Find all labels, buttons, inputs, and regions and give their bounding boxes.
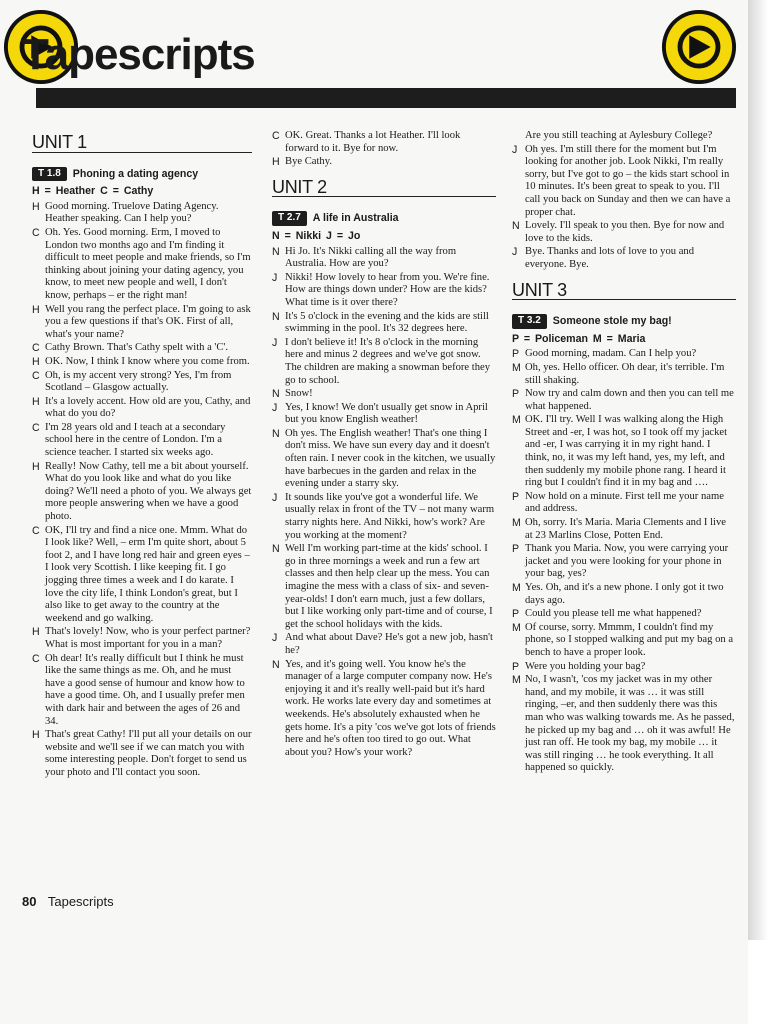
footer-section: Tapescripts [47,894,114,909]
track-badge: T 1.8 [32,167,67,182]
dialogue-text: Good morning. Truelove Dating Agency. Heather speaking. Can I help you? [45,200,219,225]
speaker-initial: N [512,220,520,233]
speaker-initial: J [272,632,278,645]
page-footer [22,894,114,909]
dialogue-text: Snow! [285,388,313,400]
dialogue-text: I'm 28 years old and I teach at a secondary school here in the centre of London. I'm a science teacher. I started six weeks ago. [45,421,226,459]
dialogue-text: Bye. Thanks and lots of love to you and everyone. Bye. [525,246,694,270]
dialogue-text: And what about Dave? He's got a new job, hasn't he? [285,632,493,656]
page-title: Tapescripts [22,30,255,79]
speaker-initial: H [32,303,40,316]
dialogue-text: Oh yes. I'm still there for the moment but I'm looking for another job. Look Nikki, I'm really sorry, but I've got to go – the kids start school in 10 minutes. It's been great to speak to you. I'll call you back on Sunday and then we can have a proper chat. [525,143,731,218]
dialogue-line [32,304,252,342]
dialogue-text: Oh dear! It's really difficult but I think he must like the same things as me. Oh, and he must have a good sense of humour and know how to have a good time. Oh, and I usually prefer men with dark hair and between the ages of 26 and 34. [45,652,245,727]
dialogue-line [272,311,496,336]
dialogue-text: That's great Cathy! I'll put all your details on our website and we'll see if we can match you with some interesting people. Don't forget to send us your photo and I'll contact you soon. [45,729,252,778]
speaker-initial: J [272,491,278,504]
dialogue-text: No, I wasn't, 'cos my jacket was in my other hand, and my mobile, it was … it was still ringing, –er, and then suddenly there was this man who was walking towards me. As he passed, he picked up my bag and … oh it was awful! He just ran off. He took my bag, my mobile … it was still ringing … he took everything. It all happened so quickly. [525,674,735,774]
dialogue-text: Well I'm working part-time at the kids' school. I go in three mornings a week and run a few art classes and then help clear up the mess. You can imagine the mess with a class of six- and seven- year-olds! I don't earn much, just a few dollars, but I like working only part-time and of course, I get the school holidays with the kids. [285,543,493,630]
dialogue-line [512,491,736,516]
speaker-initial: N [272,388,280,401]
dialogue-text: Really! Now Cathy, tell me a bit about yourself. What do you look like and what do you like doing? We'll need a photo of you. We always get more people answering when we have a good photo. [45,460,252,523]
dialogue-line [272,543,496,631]
speaker-initial: C [32,421,40,434]
dialogue-line [32,396,252,421]
speaker-initial: P [512,543,520,556]
speaker-initial: H [32,460,40,473]
dialogue-text: Oh, yes. Hello officer. Oh dear, it's terrible. I'm still shaking. [525,361,725,386]
dialogue-line [512,362,736,387]
dialogue-line [272,388,496,401]
speaker-initial: N [272,245,280,258]
pdf-xchange-seal-icon[interactable] [660,8,738,86]
dialogue-text: Oh, is my accent very strong? Yes, I'm from Scotland – Glasgow actually. [45,369,232,394]
dialogue-line [512,348,736,361]
dialogue-line [272,632,496,657]
speaker-initial: N [272,543,280,556]
dialogue-line [272,272,496,310]
dialogue-line [32,342,252,355]
speaker-initial: P [512,490,520,503]
section-title: Someone stole my bag! [552,315,672,328]
dialogue-text: Yes, and it's going well. You know he's the manager of a large computer company now. He's enjoying it and it's really well-paid but it's hard work. He works late every day and sometimes at weekends. He's absolutely exhausted when he gets home. It's a pity 'cos we've got lots of friends here and he's often too tired to go out. What about you? How's your work? [285,658,496,758]
speaker-initial: H [32,200,40,213]
dialogue-text: Lovely. I'll speak to you then. Bye for now and love to the kids. [525,220,725,244]
dialogue-text: It's 5 o'clock in the evening and the kids are still swimming in the pool. It's 32 degrees here. [285,310,489,335]
dialogue-text: OK. Great. Thanks a lot Heather. I'll look forward to it. Bye for now. [285,130,461,154]
dialogue-line [32,461,252,524]
dialogue-line [32,370,252,395]
dialogue-line [512,543,736,581]
dialogue-line [272,130,496,155]
dialogue-text: Are you still teaching at Aylesbury College? [525,130,713,141]
dialogue-line [512,130,736,143]
dialogue-line [512,661,736,674]
dialogue-line [512,517,736,542]
dialogue-text: Of course, sorry. Mmmm, I couldn't find my phone, so I stopped walking and put my bag on a bench to have a proper look. [525,621,734,658]
dialogue-text: Cathy Brown. That's Cathy spelt with a 'C'. [45,342,228,354]
column-2 [272,130,496,760]
unit-heading: UNIT 1 [32,136,252,153]
dialogue-line [512,144,736,220]
speaker-initial: N [272,427,280,440]
page-number: 80 [22,894,37,909]
speaker-initial: P [512,660,520,673]
dialogue-line [32,653,252,729]
dialogue-text: Oh. Yes. Good morning. Erm, I moved to London two months ago and I'm finding it difficult to meet people and make friends, so I'm thinking about joining your dating agency, you know, to meet new people and well, I don't know, perhaps – er the right man! [45,226,251,301]
dialogue-line [272,246,496,271]
unit-heading: UNIT 3 [512,284,736,301]
section-title: A life in Australia [312,212,399,225]
dialogue-text: Thank you Maria. Now, you were carrying your jacket and you were looking for your phone in your bag, yes? [525,543,729,580]
dialogue-text: OK. Now, I think I know where you come from. [45,355,250,367]
speaker-initial: H [32,729,40,742]
dialogue-line [32,626,252,651]
speaker-initial: C [272,130,280,142]
speaker-initial: M [512,517,521,530]
speaker-initial: M [512,414,521,427]
speaker-initial: M [512,361,521,374]
speaker-initial: H [272,156,280,169]
dialogue-line [32,525,252,626]
dialogue-text: Oh yes. The English weather! That's one thing I don't miss. We have sun every day and it doesn't often rain. I never cook in the kitchen, we usually have barbecues in the garden and relax in the evening under a starry sky. [285,427,496,490]
speaker-initial: C [32,524,40,537]
cast-list: N = Nikki J = Jo [272,229,361,242]
speaker-initial: N [272,310,280,323]
speaker-initial: P [512,608,520,621]
dialogue-text: Yes, I know! We don't usually get snow in April but you know English weather! [285,401,488,426]
speaker-initial: M [512,674,521,687]
track-badge: T 3.2 [512,314,547,329]
section-title: Phoning a dating agency [72,167,199,180]
dialogue-line [32,422,252,460]
dialogue-line [512,582,736,607]
dialogue-line [512,388,736,413]
dialogue-line [32,201,252,226]
speaker-initial: C [32,369,40,382]
section-heading [512,314,736,329]
dialogue-line [272,659,496,760]
dialogue-line [272,156,496,169]
column-3 [512,130,736,776]
dialogue-text: Good morning, madam. Can I help you? [525,348,697,360]
section-heading [32,167,252,182]
speaker-initial: H [32,395,40,408]
dialogue-text: I don't believe it! It's 8 o'clock in the morning here and minus 2 degrees and we've got snow. The children are making a snowman before they go to school. [285,336,491,386]
dialogue-line [272,492,496,542]
dialogue-text: Now try and calm down and then you can tell me what happened. [525,388,734,412]
dialogue-text: Now hold on a minute. First tell me your name and address. [525,490,724,515]
dialogue-line [32,356,252,369]
dialogue-line [272,428,496,491]
dialogue-text: Oh, sorry. It's Maria. Maria Clements and I live at 23 Marlins Close, Potten End. [525,517,726,541]
dialogue-text: Yes. Oh, and it's a new phone. I only got it two days ago. [525,582,724,606]
dialogue-text: OK, I'll try and find a nice one. Mmm. What do I look like? Well, – erm I'm quite short, about 5 foot 2, and I have long red hair and green eyes – I look very Scottish. I like keeping fit. I go jogging three times a week and I do karate. I love the city life, I think London's great, but I also like to get away to the country at the weekend and go walking. [45,524,250,624]
speaker-initial: J [512,246,518,259]
dialogue-text: Hi Jo. It's Nikki calling all the way from Australia. How are you? [285,245,457,270]
speaker-initial: J [272,271,278,284]
section-heading [272,211,496,226]
speaker-initial: P [512,388,520,401]
speaker-initial: H [32,355,40,368]
speaker-initial: J [272,401,278,414]
title-bar [36,88,736,108]
dialogue-line [512,622,736,660]
cast-list: H = Heather C = Cathy [32,185,154,198]
dialogue-line [32,227,252,303]
dialogue-text: Nikki! How lovely to hear from you. We're fine. How are things down under? How are the kids? What time is it over there? [285,271,490,308]
dialogue-text: Well you rang the perfect place. I'm going to ask you a few questions if that's OK. First of all, what's your name? [45,303,251,340]
dialogue-line [512,246,736,271]
dialogue-text: Could you please tell me what happened? [525,608,702,620]
speaker-initial: C [32,652,40,665]
dialogue-text: Bye Cathy. [285,156,332,168]
speaker-initial: H [32,626,40,639]
track-badge: T 2.7 [272,211,307,226]
page-edge-shadow [748,0,768,940]
dialogue-line [512,674,736,775]
dialogue-text: Were you holding your bag? [525,660,646,672]
dialogue-line [512,414,736,490]
speaker-initial: C [32,226,40,239]
dialogue-line [272,402,496,427]
dialogue-text: It sounds like you've got a wonderful life. We usually relax in front of the TV – not many warm starry nights here. And Nikki, how's work? Are you working at the moment? [285,491,495,541]
dialogue-text: That's lovely! Now, who is your perfect partner? What is most important for you in a man? [45,626,251,650]
dialogue-line [32,729,252,779]
speaker-initial: P [512,348,520,361]
speaker-initial: M [512,621,521,634]
speaker-initial: J [512,143,518,156]
speaker-initial: J [272,336,278,349]
column-1 [32,130,252,781]
dialogue-line [512,608,736,621]
dialogue-line [512,220,736,245]
unit-heading: UNIT 2 [272,181,496,198]
speaker-initial: N [272,658,280,671]
dialogue-text: OK. I'll try. Well I was walking along the High Street and -er, I was hot, so I took off my jacket and -er, I was carrying it in my right hand. I think, no, it was my left hand, yes, my left, and then suddenly my mobile phone rang. I heard it ring but I couldn't find it in my bag and …. [525,414,728,489]
speaker-initial: C [32,342,40,355]
cast-list: P = Policeman M = Maria [512,332,646,345]
dialogue-text: It's a lovely accent. How old are you, Cathy, and what do you do? [45,395,251,420]
speaker-initial: M [512,582,521,594]
dialogue-line [272,337,496,387]
